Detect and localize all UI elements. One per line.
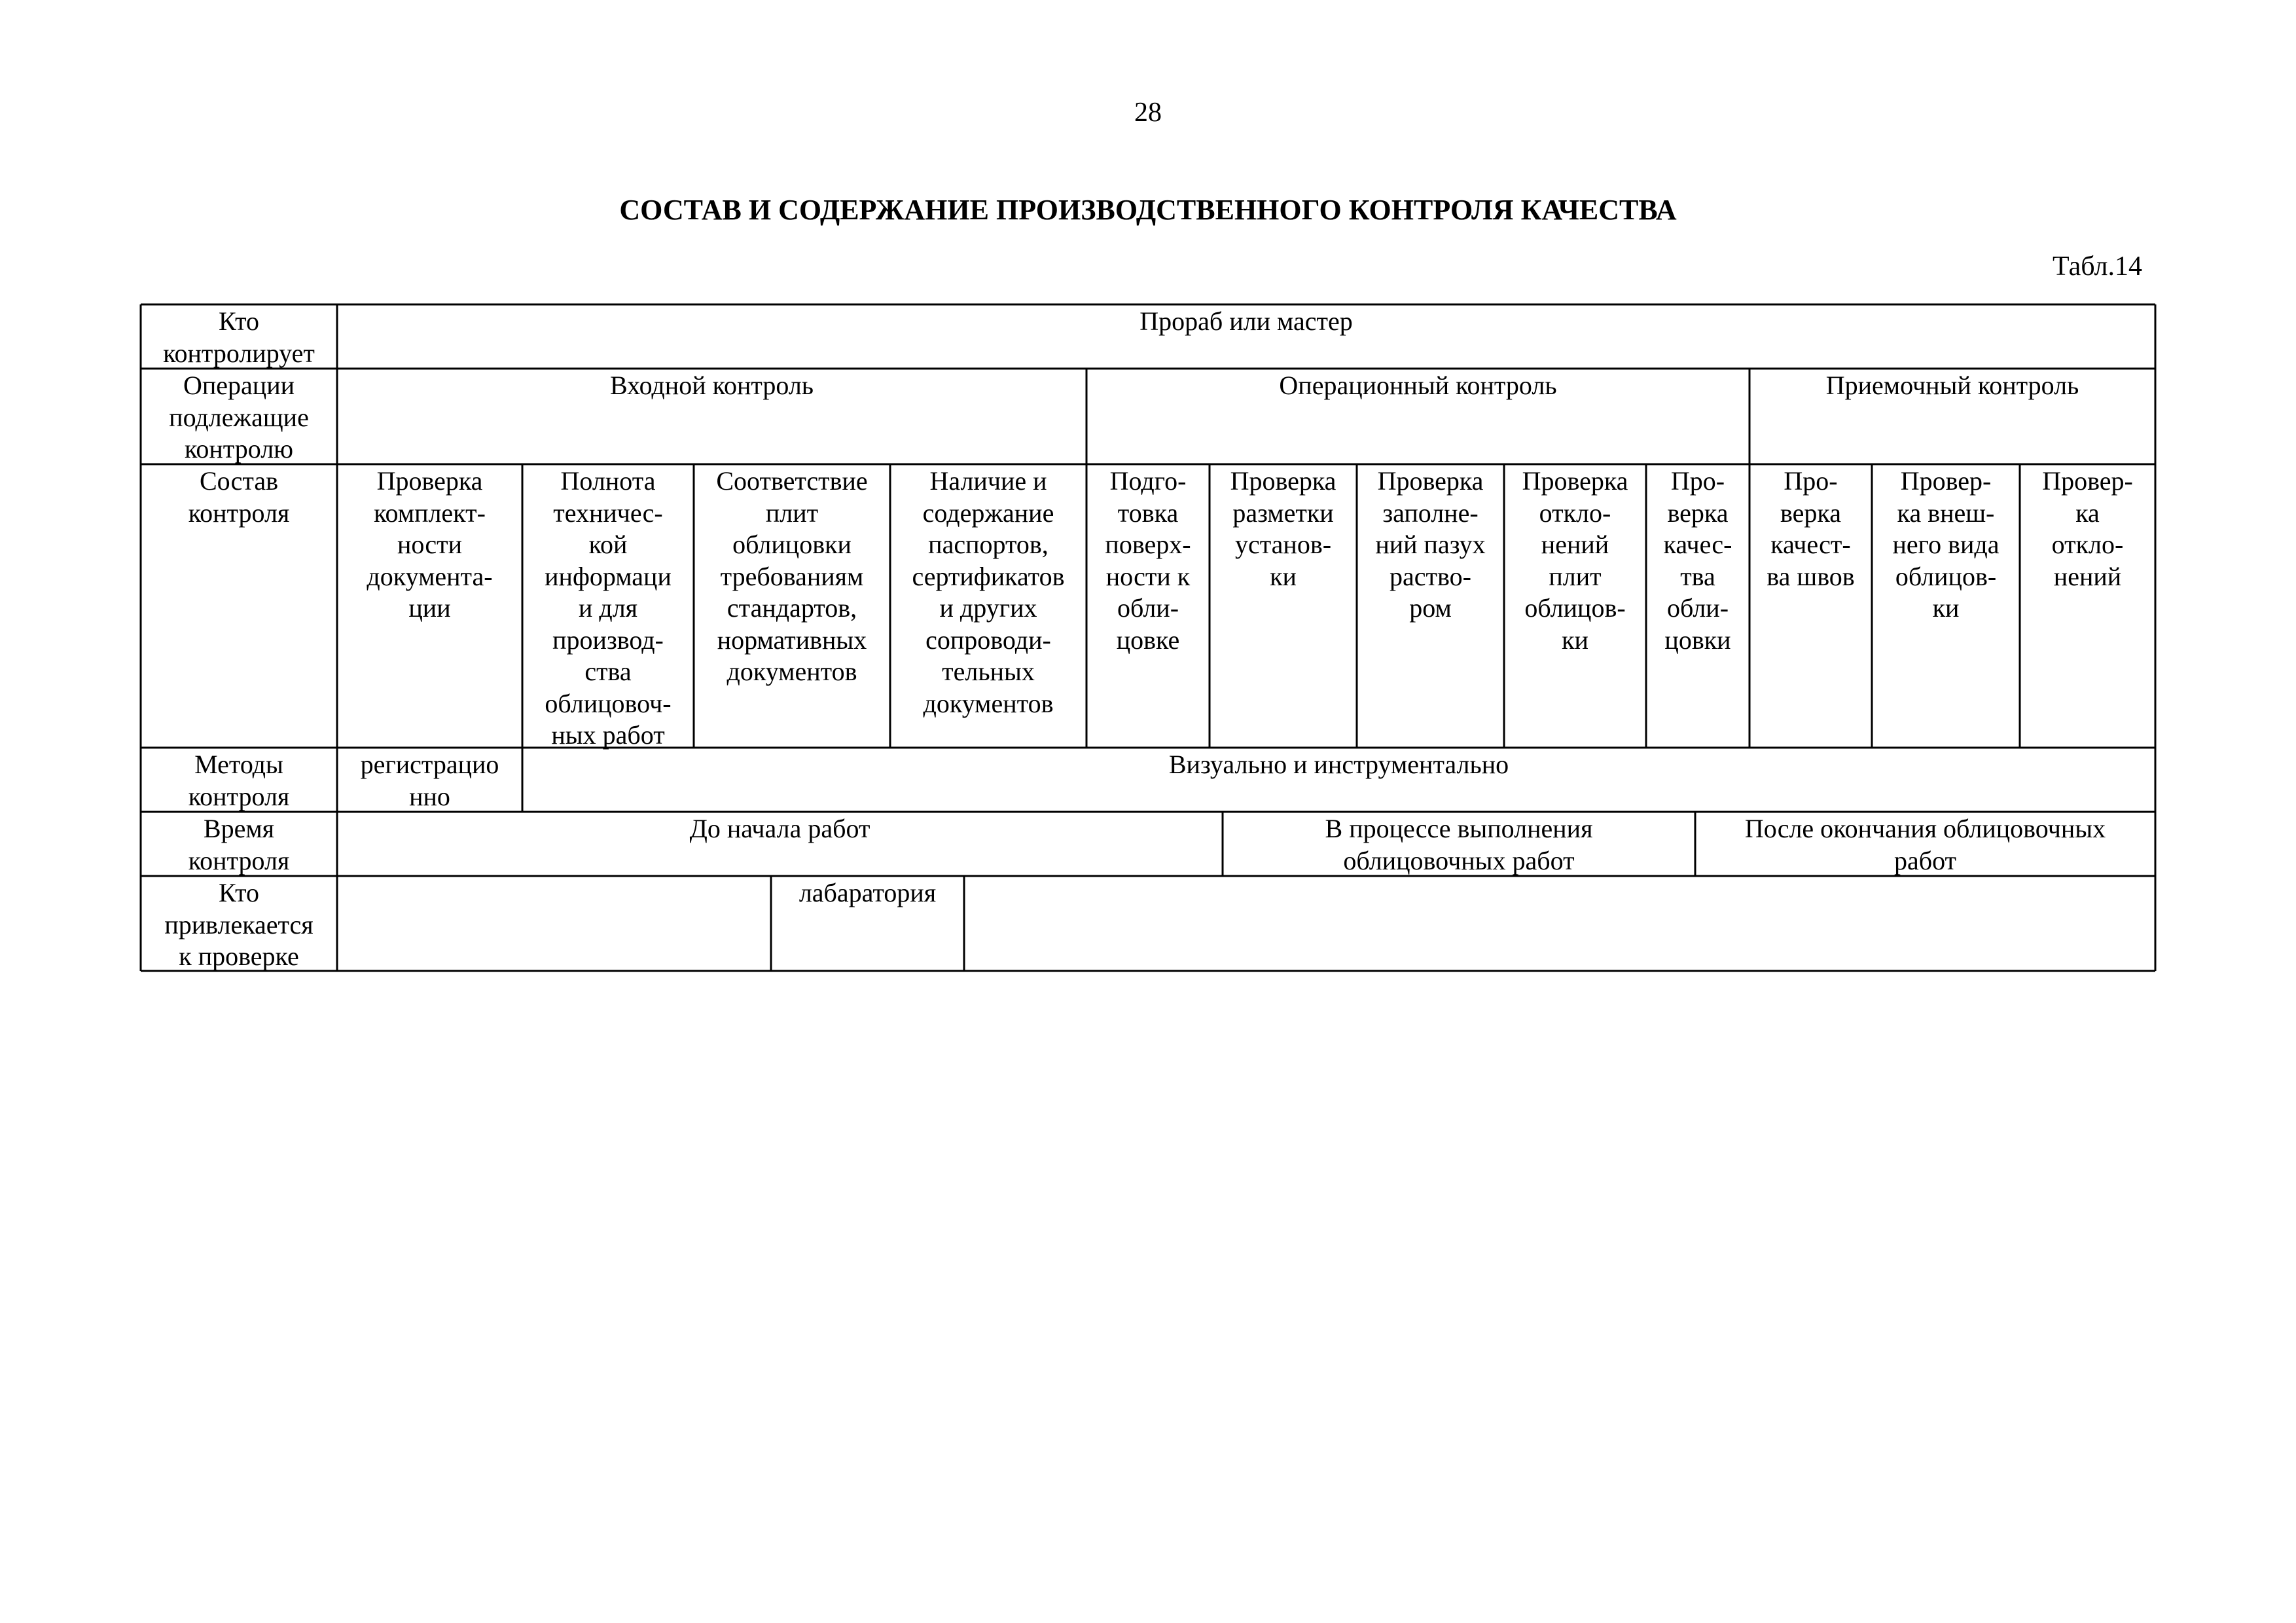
methods-label: Методы контроля <box>188 750 290 811</box>
composition-label: Состав контроля <box>188 466 290 528</box>
composition-item: Про- верка качес- тва обли- цовки <box>1663 466 1732 655</box>
who-controls-value: Прораб или мастер <box>1139 306 1353 336</box>
composition-item: Проверка разметки установ- ки <box>1230 466 1336 591</box>
composition-item: Проверка комплект- ности документа- ции <box>367 466 493 623</box>
composition-item: Провер- ка внеш- него вида облицов- ки <box>1892 466 2000 623</box>
operations-group-operational: Операционный контроль <box>1279 371 1557 400</box>
composition-item: Полнота техничес- кой информаци и для производ- ства облицовоч- ных работ <box>545 466 672 750</box>
methods-visual: Визуально и инструментально <box>1168 750 1509 779</box>
composition-item: Подго- товка поверх- ности к обли- цовке <box>1105 466 1191 655</box>
participants-laboratory: лабаратория <box>798 878 937 907</box>
operations-group-input: Входной контроль <box>609 371 814 400</box>
table-label: Табл.14 <box>2052 251 2142 282</box>
composition-item: Проверка откло- нений плит облицов- ки <box>1522 466 1628 655</box>
composition-item: Про- верка качест- ва швов <box>1767 466 1855 591</box>
operations-group-acceptance: Приемочный контроль <box>1825 371 2079 400</box>
composition-item: Наличие и содержание паспортов, сертификатов и других сопроводи- тельных документов <box>912 466 1065 718</box>
who-controls-label: Кто контролирует <box>163 306 315 368</box>
document-title: СОСТАВ И СОДЕРЖАНИЕ ПРОИЗВОДСТВЕННОГО КОНТРОЛЯ КАЧЕСТВА <box>619 194 1677 226</box>
operations-label: Операции подлежащие контролю <box>169 371 309 464</box>
page-number: 28 <box>1134 98 1162 128</box>
timing-before: До начала работ <box>689 814 870 843</box>
participants-label: Кто привлекается к проверке <box>164 878 314 971</box>
composition-item: Проверка заполне- ний пазух раство- ром <box>1375 466 1486 623</box>
methods-registration: регистрацио нно <box>360 750 499 811</box>
composition-item: Соответствие плит облицовки требованиям стандартов, нормативных документов <box>716 466 868 686</box>
composition-item: Провер- ка откло- нений <box>2042 466 2133 591</box>
timing-after: После окончания облицовочных работ <box>1744 814 2106 875</box>
timing-label: Время контроля <box>188 814 290 875</box>
timing-during: В процессе выполнения облицовочных работ <box>1325 814 1593 875</box>
